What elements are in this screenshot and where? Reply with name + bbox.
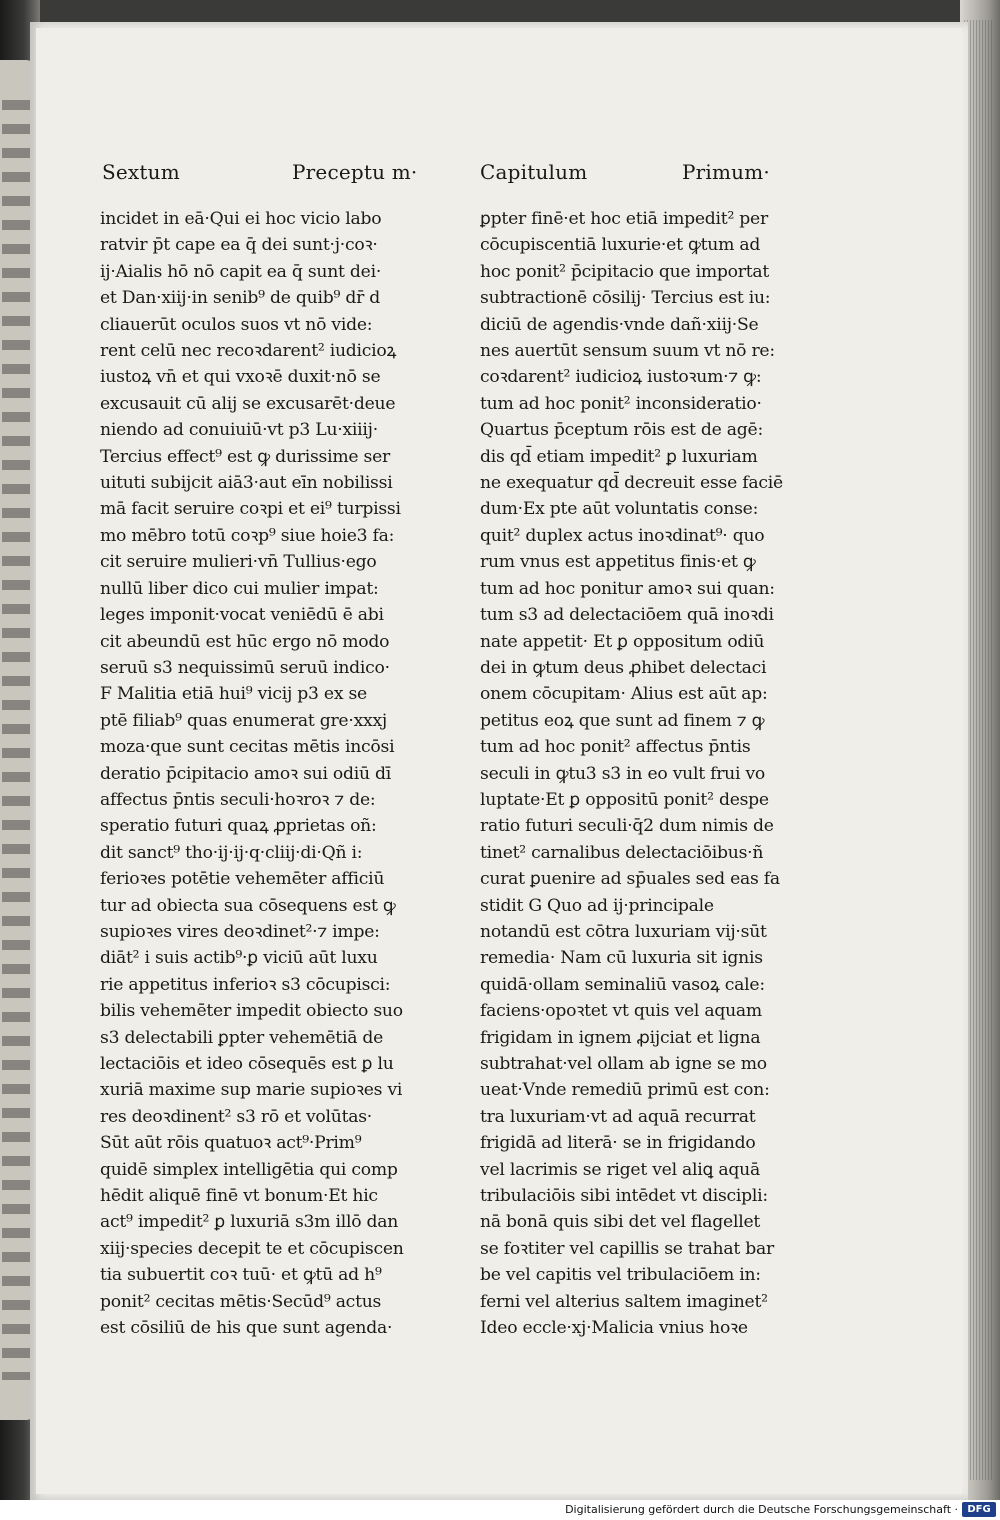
running-head-right-b: Primum·: [682, 160, 770, 184]
text-line: quidē simplex intelligētia qui comp: [100, 1159, 398, 1180]
text-line: tum ad hoc ponit² affectus p̄ntis: [480, 737, 751, 758]
text-line: cit abeundū est hūc ergo nō modo: [100, 631, 390, 652]
text-column-left: [100, 206, 430, 1341]
text-line: uituti subijcit aiā3·aut eīn nobilissi: [100, 473, 393, 494]
text-line: rie appetitus inferioꝛ s3 cōcupisci:: [100, 974, 391, 995]
text-line: supioꝛes vires deoꝛdinet²·⁊ impe:: [100, 921, 380, 942]
text-line: hoc ponit² p̄cipitacio que importat: [480, 261, 770, 282]
text-line: frigidam in ignem ꝓijciat et ligna: [480, 1027, 761, 1048]
text-line: ueat·Vnde remediū primū est con:: [480, 1080, 770, 1101]
text-line: quidā·ollam seminaliū vasoꝝ cale:: [480, 974, 765, 995]
text-line: ꝑpter finē·et hoc etiā impedit² per: [480, 209, 768, 229]
text-line: dis qd̄ etiam impedit² ꝑ luxuriam: [480, 446, 758, 467]
text-line: cōcupiscentiā luxurie·et ꝙtum ad: [480, 235, 761, 256]
text-line: luptate·Et ꝑ oppositū ponit² despe: [480, 789, 769, 810]
dfg-logo: DFG: [962, 1502, 996, 1517]
text-line: vel lacrimis se riget vel aliꝗ aquā: [480, 1159, 760, 1180]
text-line: cit seruire mulieri·vn̄ Tullius·ego: [100, 552, 377, 573]
text-line: iustoꝝ vn̄ et qui vxoꝛē duxit·nō se: [100, 367, 381, 388]
text-line: nes auertūt sensum suum vt nō re:: [480, 341, 775, 362]
text-line: bilis vehemēter impedit obiecto suo: [100, 1001, 403, 1022]
text-line: onem cōcupitam· Alius est aūt ap:: [480, 684, 768, 705]
text-line: deratio p̄cipitacio amoꝛ sui odiū dī: [100, 763, 392, 784]
text-line: tinet² carnalibus delectaciōibus·ñ: [480, 842, 764, 863]
text-line: ptē filiab⁹ quas enumerat gre·xxxj: [100, 710, 387, 731]
text-line: tribulaciōis sibi intēdet vt discipli:: [480, 1186, 768, 1207]
text-line: Ideo eccle·xj·Malicia vnius hoꝛe: [480, 1318, 748, 1339]
text-line: faciens·opoꝛtet vt quis vel aquam: [480, 1001, 762, 1022]
text-line: frigidā ad literā· se in frigidando: [480, 1133, 756, 1154]
text-line: xuriā maxime sup marie supioꝛes vi: [100, 1080, 403, 1101]
text-line: se foꝛtiter vel capillis se trahat bar: [480, 1238, 774, 1259]
text-line: dei in ꝙtum deus ꝓhibet delectaci: [480, 657, 767, 678]
text-line: tum ad hoc ponitur amoꝛ sui quan:: [480, 578, 775, 599]
text-line: diāt² i suis actib⁹·ꝑ viciū aūt luxu: [100, 948, 378, 969]
text-line: nā bonā quis sibi det vel flagellet: [480, 1212, 761, 1233]
text-line: et Dan·xiij·in senib⁹ de quib⁹ dr̄ d: [100, 288, 381, 309]
text-column-right: [480, 206, 810, 1341]
text-line: moza·que sunt cecitas mētis incōsi: [100, 737, 395, 758]
text-line: Quartus p̄ceptum rōis est de agē:: [480, 420, 763, 441]
text-line: tum s3 ad delectaciōem quā inoꝛdi: [480, 605, 774, 626]
text-line: quit² duplex actus inoꝛdinat⁹· quo: [480, 525, 765, 546]
text-line: stidit G Quo ad ij·principale: [480, 895, 714, 916]
text-line: Sūt aūt rōis quatuoꝛ act⁹·Prim⁹: [100, 1133, 362, 1154]
text-line: lectaciōis et ideo cōsequēs est ꝑ lu: [100, 1054, 394, 1074]
text-line: ponit² cecitas mētis·Secūd⁹ actus: [100, 1291, 382, 1312]
text-line: speratio futuri quaꝝ ꝓprietas oñ:: [100, 816, 377, 837]
text-line: ij·Aialis hō nō capit ea q̄ sunt dei·: [100, 261, 382, 282]
text-line: coꝛdarent² iudicioꝝ iustoꝛum·⁊ ꝙ:: [480, 367, 762, 388]
text-line: Tercius effect⁹ est ꝙ durissime ser: [100, 446, 390, 467]
text-line: ratio futuri seculi·q̄2 dum nimis de: [480, 816, 774, 837]
text-line: s3 delectabili ꝑpter vehemētiā de: [100, 1027, 384, 1048]
text-line: remedia· Nam cū luxuria sit ignis: [480, 948, 763, 969]
text-line: dit sanct⁹ tho·ij·ij·q·cliij·di·Qñ i:: [100, 842, 363, 863]
text-line: rent celū nec recoꝛdarent² iudicioꝝ: [100, 341, 397, 362]
text-line: hēdit aliquē finē vt bonum·Et hic: [100, 1186, 378, 1207]
text-line: est cōsiliū de his que sunt agenda·: [100, 1318, 393, 1339]
text-line: tia subuertit coꝛ tuū· et ꝙtū ad h⁹: [100, 1265, 382, 1286]
text-line: res deoꝛdinent² s3 rō et volūtas·: [100, 1106, 373, 1127]
text-line: petitus eoꝝ que sunt ad finem ⁊ ꝙ: [480, 710, 765, 731]
facing-page-text-fragment: [2, 100, 32, 1380]
text-line: dum·Ex pte aūt voluntatis conse:: [480, 499, 759, 520]
text-line: cliauerūt oculos suos vt nō vide:: [100, 314, 373, 335]
text-line: be vel capitis vel tribulaciōem in:: [480, 1265, 761, 1286]
text-line: tum ad hoc ponit² inconsideratio·: [480, 393, 762, 414]
text-line: curat ꝑuenire ad sp̄uales sed eas fa: [480, 869, 780, 890]
text-line: rum vnus est appetitus finis·et ꝙ: [480, 552, 756, 573]
text-line: xiij·species decepit te et cōcupiscen: [100, 1238, 404, 1259]
running-head-left-b: Preceptu m·: [292, 160, 418, 184]
funding-notice: Digitalisierung gefördert durch die Deutsche Forschungsgemeinschaft ·: [565, 1503, 958, 1516]
running-head-right-a: Capitulum: [480, 160, 588, 184]
text-line: niendo ad conuiuiū·vt p3 Lu·xiiij·: [100, 420, 378, 441]
running-head-left-a: Sextum: [102, 160, 180, 184]
text-line: mo mēbro totū coꝛp⁹ siue hoie3 fa:: [100, 525, 395, 546]
text-line: nate appetit· Et ꝑ oppositum odiū: [480, 631, 765, 652]
text-line: subtractionē cōsilij· Tercius est iu:: [480, 288, 771, 309]
text-line: notandū est cōtra luxuriam vij·sūt: [480, 921, 767, 942]
text-line: ne exequatur qd̄ decreuit esse faciē: [480, 473, 783, 494]
text-line: incidet in eā·Qui ei hoc vicio labo: [100, 209, 382, 229]
text-line: act⁹ impedit² ꝑ luxuriā s3m illō dan: [100, 1212, 399, 1233]
book-page-edge-lines: [964, 20, 994, 1480]
text-line: seruū s3 nequissimū seruū indico·: [100, 657, 390, 678]
text-line: leges imponit·vocat veniēdū ē abi: [100, 605, 384, 626]
text-line: subtrahat·vel ollam ab igne se mo: [480, 1054, 767, 1074]
text-line: ratvir p̄t cape ea q̄ dei sunt·j·coꝛ·: [100, 235, 378, 256]
text-line: tur ad obiecta sua cōsequens est ꝙ: [100, 895, 396, 916]
text-line: mā facit seruire coꝛpi et ei⁹ turpissi: [100, 499, 401, 520]
text-line: tra luxuriam·vt ad aquā recurrat: [480, 1106, 756, 1127]
text-line: F Malitia etiā hui⁹ vicij p3 ex se: [100, 684, 367, 705]
text-line: excusauit cū alij se excusarēt·deue: [100, 393, 396, 414]
text-line: diciū de agendis·vnde dañ·xiij·Se: [480, 314, 759, 335]
text-line: affectus p̄ntis seculi·hoꝛroꝛ ⁊ de:: [100, 789, 376, 810]
text-line: ferni vel alterius saltem imaginet²: [480, 1291, 768, 1312]
text-line: nullū liber dico cui mulier impat:: [100, 578, 379, 599]
text-line: seculi in ꝙtu3 s3 in eo vult frui vo: [480, 763, 766, 784]
footer-bar: [0, 1500, 1000, 1520]
text-line: ferioꝛes potētie vehemēter afficiū: [100, 869, 385, 890]
